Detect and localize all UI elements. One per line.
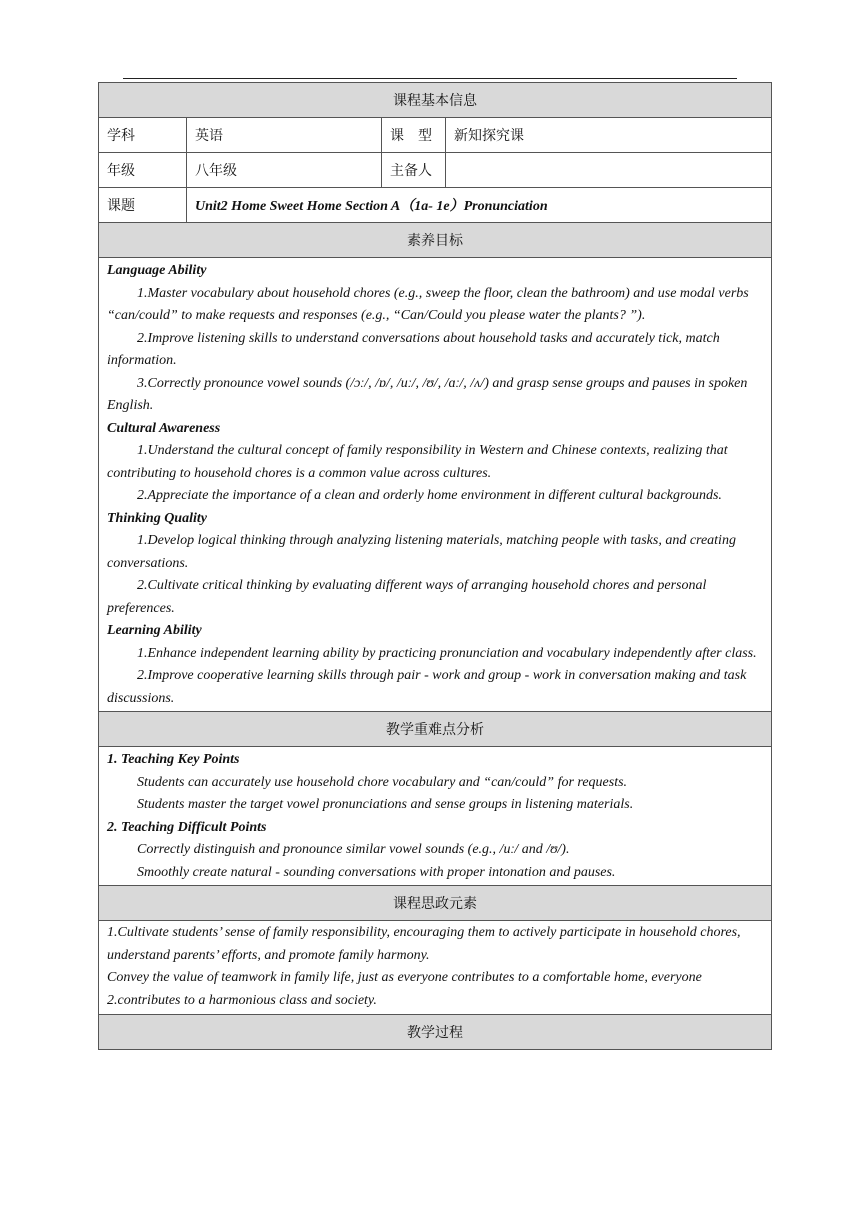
teaching-key-points-heading: 1. Teaching Key Points [107,752,240,767]
learning-ability-item-2: 2.Improve cooperative learning skills through pair - work and group - work in conversation making and task discussions. [107,668,747,706]
ideological-line-2: Convey the value of teamwork in family life, just as everyone contributes to a comfortable home, everyone 2.contributes to a harmonious class and society. [107,970,702,1008]
learning-ability-heading: Learning Ability [107,623,202,638]
goals-cell [99,258,772,712]
ideological-content [107,921,763,1014]
key-points-row [99,747,772,886]
key-points-content [107,747,763,885]
language-ability-item-2: 2.Improve listening skills to understand conversations about household tasks and accurately tick, match information. [107,330,720,368]
type-value: 新知探究课 [446,118,772,153]
ideological-row [99,921,772,1015]
topic-value: Unit2 Home Sweet Home Section A（1a- 1e）Pronunciation [187,188,772,223]
preparer-label: 主备人 [382,153,446,188]
subject-label: 学科 [99,118,187,153]
thinking-quality-item-1: 1.Develop logical thinking through analyzing listening materials, matching people with tasks, and creating conversations. [107,533,736,571]
section-title-basic-info: 课程基本信息 [99,83,772,118]
section-key-points [99,712,772,747]
section-teaching-process [99,1015,772,1050]
thinking-quality-item-2: 2.Cultivate critical thinking by evaluating different ways of arranging household chores and personal preferences. [107,578,707,616]
subject-value: 英语 [187,118,382,153]
section-ideological [99,886,772,921]
teaching-difficult-point-2: Smoothly create natural - sounding conversations with proper intonation and pauses. [137,864,616,880]
topic-label: 课题 [99,188,187,223]
section-basic-info [99,83,772,118]
teaching-difficult-point-1: Correctly distinguish and pronounce similar vowel sounds (e.g., /uː/ and /ʊ/). [137,842,570,857]
section-title-literacy-goals: 素养目标 [99,223,772,258]
teaching-key-point-1: Students can accurately use household chore vocabulary and “can/could” for requests. [137,774,628,790]
info-row-topic [99,188,772,223]
section-literacy-goals [99,223,772,258]
section-title-teaching-process: 教学过程 [99,1015,772,1050]
ideological-line-1: 1.Cultivate students’ sense of family responsibility, encouraging them to actively participate in household chores, understand parents’ efforts, and promote family harmony. [107,925,741,963]
info-row-grade [99,153,772,188]
thinking-quality-heading: Thinking Quality [107,510,207,526]
section-title-ideological: 课程思政元素 [99,886,772,921]
cultural-awareness-item-1: 1.Understand the cultural concept of family responsibility in Western and Chinese contexts, realizing that contributing to household chores is a common value across cultures. [107,443,728,481]
preparer-value [446,153,772,188]
goals-row [99,258,772,712]
cultural-awareness-item-2: 2.Appreciate the importance of a clean and orderly home environment in different cultural backgrounds. [137,488,722,503]
type-label: 课 型 [382,118,446,153]
teaching-key-point-2: Students master the target vowel pronunciations and sense groups in listening materials. [137,797,634,812]
header-rule [123,78,737,79]
info-row-subject [99,118,772,153]
section-title-key-points: 教学重难点分析 [99,712,772,747]
learning-ability-item-1: 1.Enhance independent learning ability by practicing pronunciation and vocabulary independently after class. [137,645,757,661]
grade-value: 八年级 [187,153,382,188]
teaching-difficult-points-heading: 2. Teaching Difficult Points [107,819,267,835]
lesson-plan-table [98,82,772,1050]
key-points-cell [99,747,772,886]
language-ability-item-3: 3.Correctly pronounce vowel sounds (/ɔː/, /ɒ/, /uː/, /ʊ/, /ɑː/, /ʌ/) and grasp sense groups and pauses in spoken English. [107,375,748,413]
cultural-awareness-heading: Cultural Awareness [107,420,221,436]
ideological-cell [99,921,772,1015]
goals-content [107,258,763,711]
grade-label: 年级 [99,153,187,188]
language-ability-item-1: 1.Master vocabulary about household chores (e.g., sweep the floor, clean the bathroom) and use modal verbs “can/could” to make requests and responses (e.g., “Can/Could you please water the plants? ”). [107,285,749,323]
language-ability-heading: Language Ability [107,263,207,278]
